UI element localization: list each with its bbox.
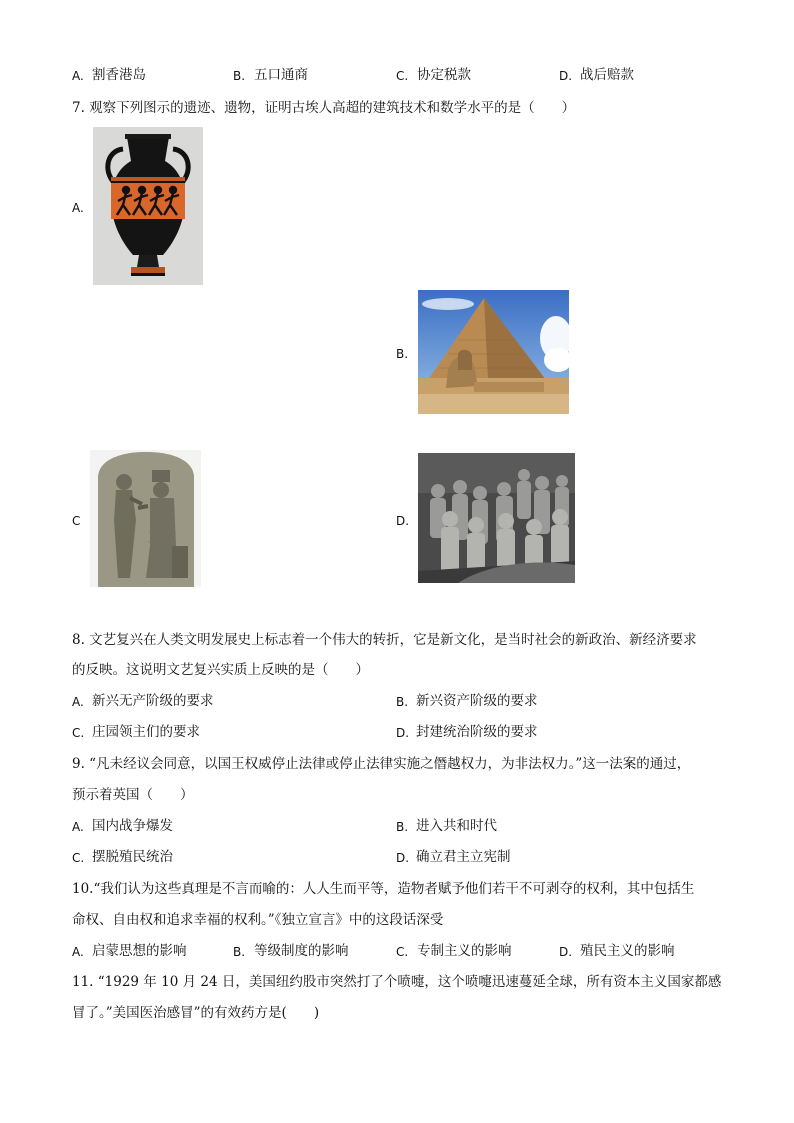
q7-option-a-letter: A.: [72, 201, 84, 215]
q10-option-d-letter: D.: [559, 945, 573, 959]
q7-option-b-image: [418, 290, 569, 414]
q11-stem-line2: 冒了。”美国医治感冒”的有效药方是( ): [72, 1005, 320, 1021]
q6-option-d-letter: D.: [559, 69, 573, 83]
q8-stem-line2: 的反映。这说明文艺复兴实质上反映的是（ ）: [72, 662, 369, 678]
q6-option-b-text: 五口通商: [254, 67, 308, 83]
q10-option-a-letter: A.: [72, 945, 84, 959]
q7-option-d-image: [418, 453, 575, 583]
q7-option-b-letter: B.: [396, 347, 409, 361]
q10-option-b-text: 等级制度的影响: [254, 943, 349, 959]
q9-option-a-letter: A.: [72, 820, 84, 834]
q8-stem-line1: 8. 文艺复兴在人类文明发展史上标志着一个伟大的转折，它是新文化，是当时社会的新政治、新经济要求: [72, 632, 697, 648]
q8-option-b-text: 新兴资产阶级的要求: [416, 693, 538, 709]
q8-option-b-letter: B.: [396, 695, 409, 709]
q10-option-c-letter: C.: [396, 945, 409, 959]
q10-option-a-text: 启蒙思想的影响: [92, 943, 187, 959]
q7-option-c-image: [90, 450, 201, 587]
q10-stem-line2: 命权、自由权和追求幸福的权利。”《独立宣言》中的这段话深受: [72, 912, 444, 928]
q6-option-a-text: 割香港岛: [92, 67, 146, 83]
q6-option-c-text: 协定税款: [417, 67, 471, 83]
q10-option-c-text: 专制主义的影响: [417, 943, 512, 959]
greek-amphora-runners-image: [93, 127, 203, 285]
q6-option-a-letter: A.: [72, 69, 84, 83]
q8-option-a-text: 新兴无产阶级的要求: [92, 693, 214, 709]
q8-option-c-letter: C.: [72, 726, 85, 740]
q7-option-c-letter: C: [72, 514, 81, 528]
q9-option-b-text: 进入共和时代: [416, 818, 497, 834]
q6-option-b-letter: B.: [233, 69, 246, 83]
q9-option-d-letter: D.: [396, 851, 410, 865]
q6-option-d-text: 战后赔款: [580, 67, 634, 83]
q11-stem-line1: 11. “1929 年 10 月 24 日，美国纽约股市突然打了个喷嚏，这个喷嚏迅速蔓延全球，所有资本主义国家都感: [72, 974, 722, 990]
hammurabi-code-stele-image: [90, 450, 201, 587]
q10-stem-line1: 10.“我们认为这些真理是不言而喻的：人人生而平等，造物者赋予他们若干不可剥夺的权利，其中包括生: [72, 881, 695, 897]
q9-option-c-text: 摆脱殖民统治: [92, 849, 173, 865]
q8-option-d-letter: D.: [396, 726, 410, 740]
q6-option-c-letter: C.: [396, 69, 409, 83]
pyramid-and-sphinx-image: [418, 290, 569, 414]
q9-option-d-text: 确立君主立宪制: [416, 849, 511, 865]
q9-stem-line2: 预示着英国（ ）: [72, 787, 194, 803]
q9-option-c-letter: C.: [72, 851, 85, 865]
q8-option-d-text: 封建统治阶级的要求: [416, 724, 538, 740]
q10-option-d-text: 殖民主义的影响: [580, 943, 675, 959]
q7-option-d-letter: D.: [396, 514, 410, 528]
q9-option-a-text: 国内战争爆发: [92, 818, 173, 834]
q7-stem: 7. 观察下列图示的遗迹、遗物，证明古埃人高超的建筑技术和数学水平的是（ ）: [72, 100, 576, 116]
terracotta-warriors-image: [418, 453, 575, 583]
q9-stem-line1: 9. “凡未经议会同意，以国王权威停止法律或停止法律实施之僭越权力，为非法权力。”这一法案的通过，: [72, 756, 691, 772]
q8-option-c-text: 庄园领主们的要求: [92, 724, 200, 740]
q8-option-a-letter: A.: [72, 695, 84, 709]
q9-option-b-letter: B.: [396, 820, 409, 834]
q7-option-a-image: [93, 127, 203, 285]
q10-option-b-letter: B.: [233, 945, 246, 959]
